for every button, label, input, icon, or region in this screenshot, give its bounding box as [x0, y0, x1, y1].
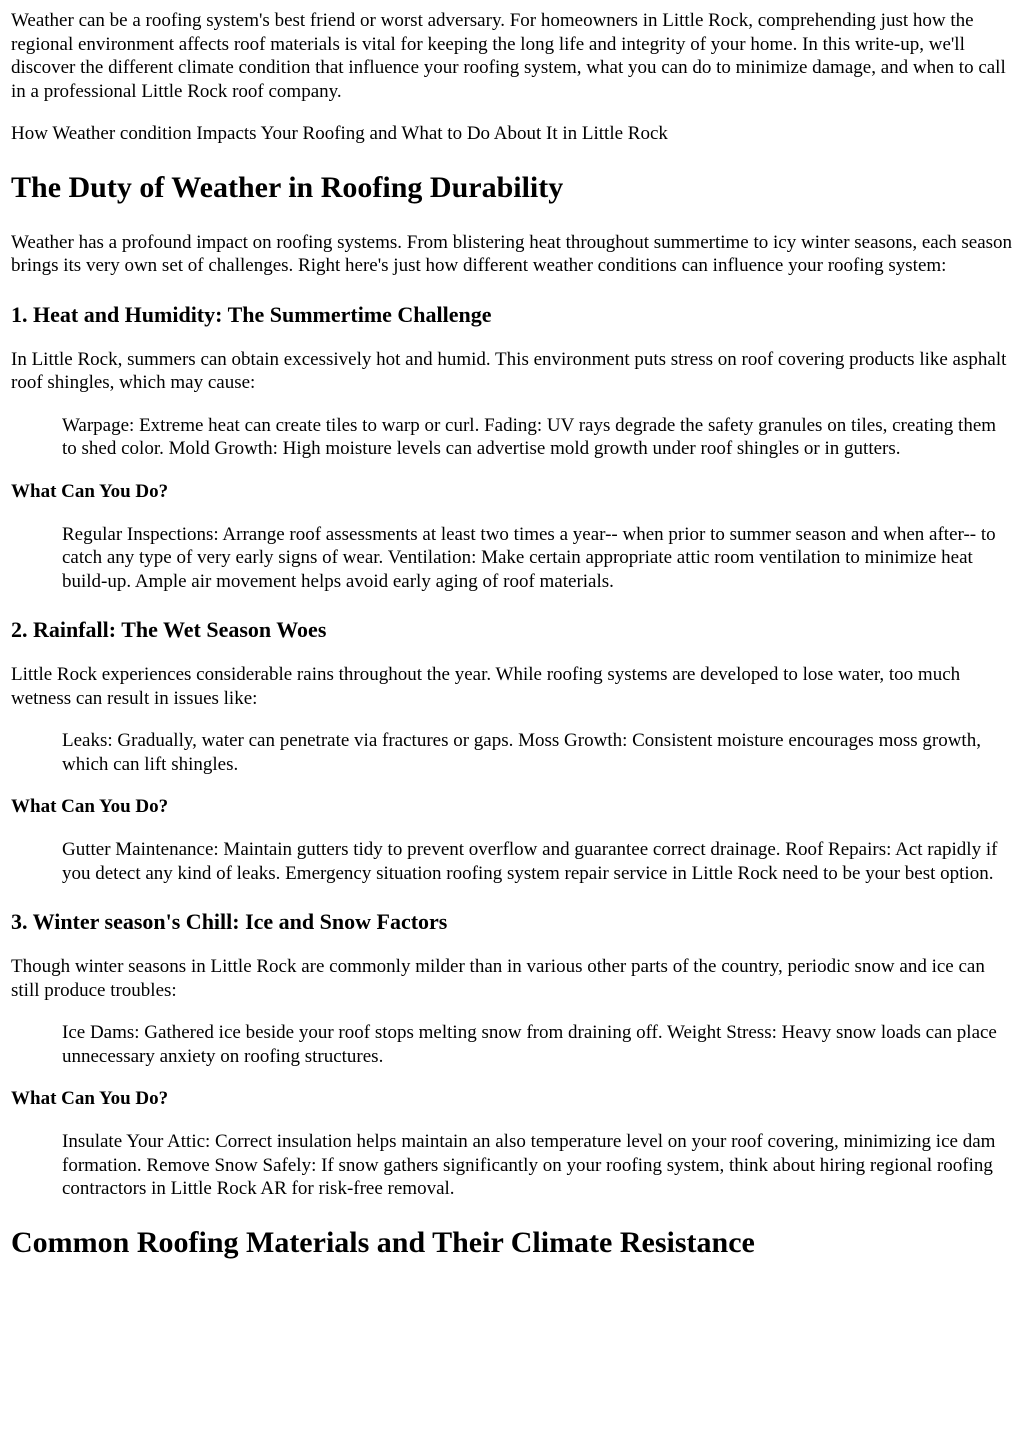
heading-roofing-materials: Common Roofing Materials and Their Climate Resistance: [11, 1225, 755, 1259]
heat-tips-quote: Regular Inspections: Arrange roof assessments at least two times a year-- when prior to summer season and when after-- to catch any type of very early signs of wear. Ventilation: Make certain appropriate attic room ventilation to minimize heat build-up. Ample air movement helps avoid early aging of roof materials.: [62, 523, 996, 592]
winter-paragraph: Though winter seasons in Little Rock are commonly milder than in various other parts of the country, periodic snow and ice can still produce troubles:: [11, 956, 985, 1001]
heading-winter-what-can-you-do: What Can You Do?: [11, 1088, 169, 1109]
heat-paragraph: In Little Rock, summers can obtain excessively hot and humid. This environment puts stress on roof covering products like asphalt roof shingles, which may cause:: [11, 348, 1007, 393]
heading-weather-duty: The Duty of Weather in Roofing Durability: [11, 170, 564, 204]
rain-effects-quote: Leaks: Gradually, water can penetrate via fractures or gaps. Moss Growth: Consistent moisture encourages moss growth, which can lift shingles.: [62, 730, 981, 775]
rain-tips-quote: Gutter Maintenance: Maintain gutters tidy to prevent overflow and guarantee correct drainage. Roof Repairs: Act rapidly if you detect any kind of leaks. Emergency situation roofing system repair service in Little Rock need to be your best option.: [62, 839, 998, 884]
duty-paragraph: Weather has a profound impact on roofing systems. From blistering heat throughout summertime to icy winter seasons, each season brings its very own set of challenges. Right here's just how different weather conditions can influence your roofing system:: [11, 231, 1013, 276]
winter-effects-quote: Ice Dams: Gathered ice beside your roof stops melting snow from draining off. Weight Stress: Heavy snow loads can place unnecessary anxiety on roofing structures.: [62, 1022, 997, 1067]
heading-rainfall: 2. Rainfall: The Wet Season Woes: [11, 617, 327, 642]
heat-effects-quote: Warpage: Extreme heat can create tiles to warp or curl. Fading: UV rays degrade the safety granules on tiles, creating them to shed color. Mold Growth: High moisture levels can advertise mold growth under roof shingles or in gutters.: [62, 414, 997, 459]
heading-winter: 3. Winter season's Chill: Ice and Snow Factors: [11, 909, 448, 934]
winter-tips-quote: Insulate Your Attic: Correct insulation helps maintain an also temperature level on your roof covering, minimizing ice dam formation. Remove Snow Safely: If snow gathers significantly on your roofing system, think about hiring regional roofing contractors in Little Rock AR for risk-free removal.: [62, 1131, 996, 1199]
heading-rain-what-can-you-do: What Can You Do?: [11, 796, 169, 817]
rain-paragraph: Little Rock experiences considerable rains throughout the year. While roofing systems are developed to lose water, too much wetness can result in issues like:: [11, 664, 961, 709]
heading-heat-humidity: 1. Heat and Humidity: The Summertime Challenge: [11, 301, 492, 327]
intro-paragraph: Weather can be a roofing system's best friend or worst adversary. For homeowners in Little Rock, comprehending just how the regional environment affects roof materials is vital for keeping the long life and integrity of your home. In this write-up, we'll discover the different climate condition that influence your roofing system, what you can do to minimize damage, and when to call in a professional Little Rock roof company.: [11, 10, 1006, 102]
heading-heat-what-can-you-do: What Can You Do?: [11, 480, 169, 502]
article-subtitle: How Weather condition Impacts Your Roofing and What to Do About It in Little Rock: [11, 123, 668, 144]
